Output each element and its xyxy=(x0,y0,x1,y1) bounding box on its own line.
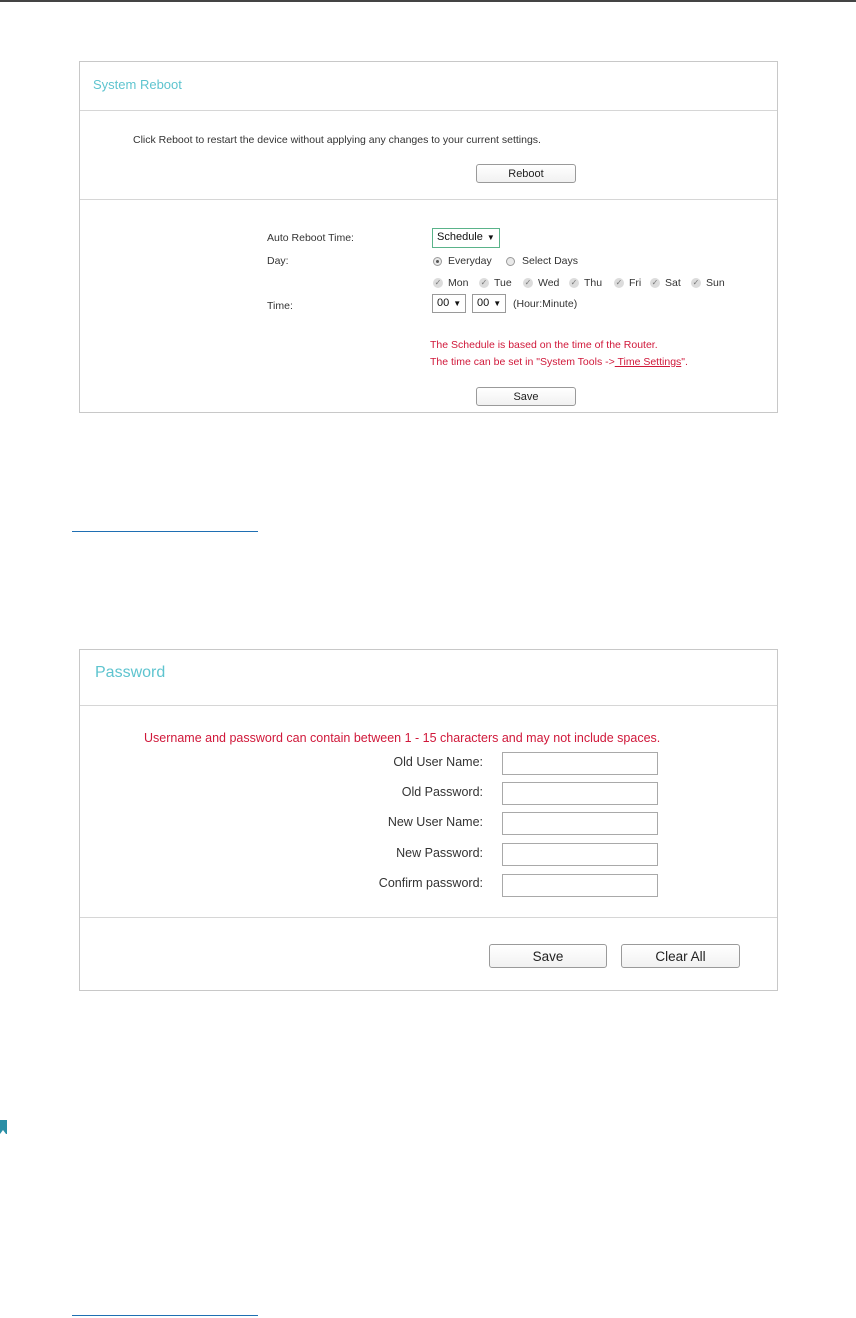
day-label: Day: xyxy=(267,255,289,267)
check-icon[interactable]: ✓ xyxy=(615,278,623,287)
check-icon[interactable]: ✓ xyxy=(480,278,488,287)
check-icon[interactable]: ✓ xyxy=(524,278,532,287)
old-username-label: Old User Name: xyxy=(393,755,483,769)
weekday-tue: Tue xyxy=(494,277,512,289)
minute-value: 00 xyxy=(477,297,490,309)
old-username-input[interactable] xyxy=(502,752,658,775)
time-label: Time: xyxy=(267,300,293,312)
new-password-input[interactable] xyxy=(502,843,658,866)
panel-title: System Reboot xyxy=(80,62,777,111)
system-reboot-panel xyxy=(79,61,778,413)
everyday-label: Everyday xyxy=(448,255,492,267)
bookmark-icon xyxy=(0,1120,7,1134)
weekday-sat: Sat xyxy=(665,277,681,289)
weekday-fri: Fri xyxy=(629,277,642,289)
check-icon[interactable]: ✓ xyxy=(434,278,442,287)
old-password-input[interactable] xyxy=(502,782,658,805)
password-panel xyxy=(79,649,778,991)
divider-line xyxy=(72,1315,258,1316)
credentials-notice: Username and password can contain between 1 - 15 characters and may not include spaces. xyxy=(144,731,661,745)
note-suffix: ". xyxy=(681,356,688,368)
section-divider xyxy=(80,917,777,918)
new-password-label: New Password: xyxy=(396,846,483,860)
check-icon[interactable]: ✓ xyxy=(570,278,578,287)
hour-select[interactable] xyxy=(432,294,466,313)
time-hint: (Hour:Minute) xyxy=(513,298,578,310)
divider-line xyxy=(72,531,258,532)
chevron-down-icon: ▼ xyxy=(493,299,502,308)
old-password-label: Old Password: xyxy=(401,785,483,799)
schedule-note-line1: The Schedule is based on the time of the Router. xyxy=(430,339,658,351)
chevron-down-icon: ▼ xyxy=(453,299,462,308)
new-username-input[interactable] xyxy=(502,812,658,835)
new-username-label: New User Name: xyxy=(387,815,483,829)
reboot-button[interactable]: Reboot xyxy=(476,164,576,183)
auto-reboot-select[interactable] xyxy=(432,228,500,248)
confirm-password-label: Confirm password: xyxy=(378,876,483,890)
weekday-sun: Sun xyxy=(706,277,725,289)
auto-reboot-label: Auto Reboot Time: xyxy=(267,232,354,244)
reboot-save-button[interactable]: Save xyxy=(476,387,576,406)
select-days-label: Select Days xyxy=(522,255,579,267)
chevron-down-icon: ▼ xyxy=(486,233,495,242)
auto-reboot-value: Schedule xyxy=(437,231,483,243)
everyday-radio[interactable] xyxy=(433,257,442,266)
confirm-password-input[interactable] xyxy=(502,874,658,897)
panel-title: Password xyxy=(80,650,777,706)
section-divider xyxy=(80,199,777,200)
top-rule xyxy=(0,0,856,2)
note-prefix: The time can be set in "System Tools -> xyxy=(430,356,615,368)
hour-value: 00 xyxy=(437,297,450,309)
clear-all-button[interactable]: Clear All xyxy=(621,944,740,968)
check-icon[interactable]: ✓ xyxy=(692,278,700,287)
select-days-radio[interactable] xyxy=(506,257,515,266)
password-save-button[interactable]: Save xyxy=(489,944,607,968)
weekday-wed: Wed xyxy=(538,277,560,289)
minute-select[interactable] xyxy=(472,294,506,313)
schedule-note-line2 xyxy=(430,356,688,368)
weekday-thu: Thu xyxy=(584,277,603,289)
weekday-mon: Mon xyxy=(448,277,469,289)
time-settings-link[interactable]: Time Settings xyxy=(614,356,682,368)
check-icon[interactable]: ✓ xyxy=(651,278,659,287)
reboot-description: Click Reboot to restart the device without applying any changes to your current settings. xyxy=(133,134,541,146)
